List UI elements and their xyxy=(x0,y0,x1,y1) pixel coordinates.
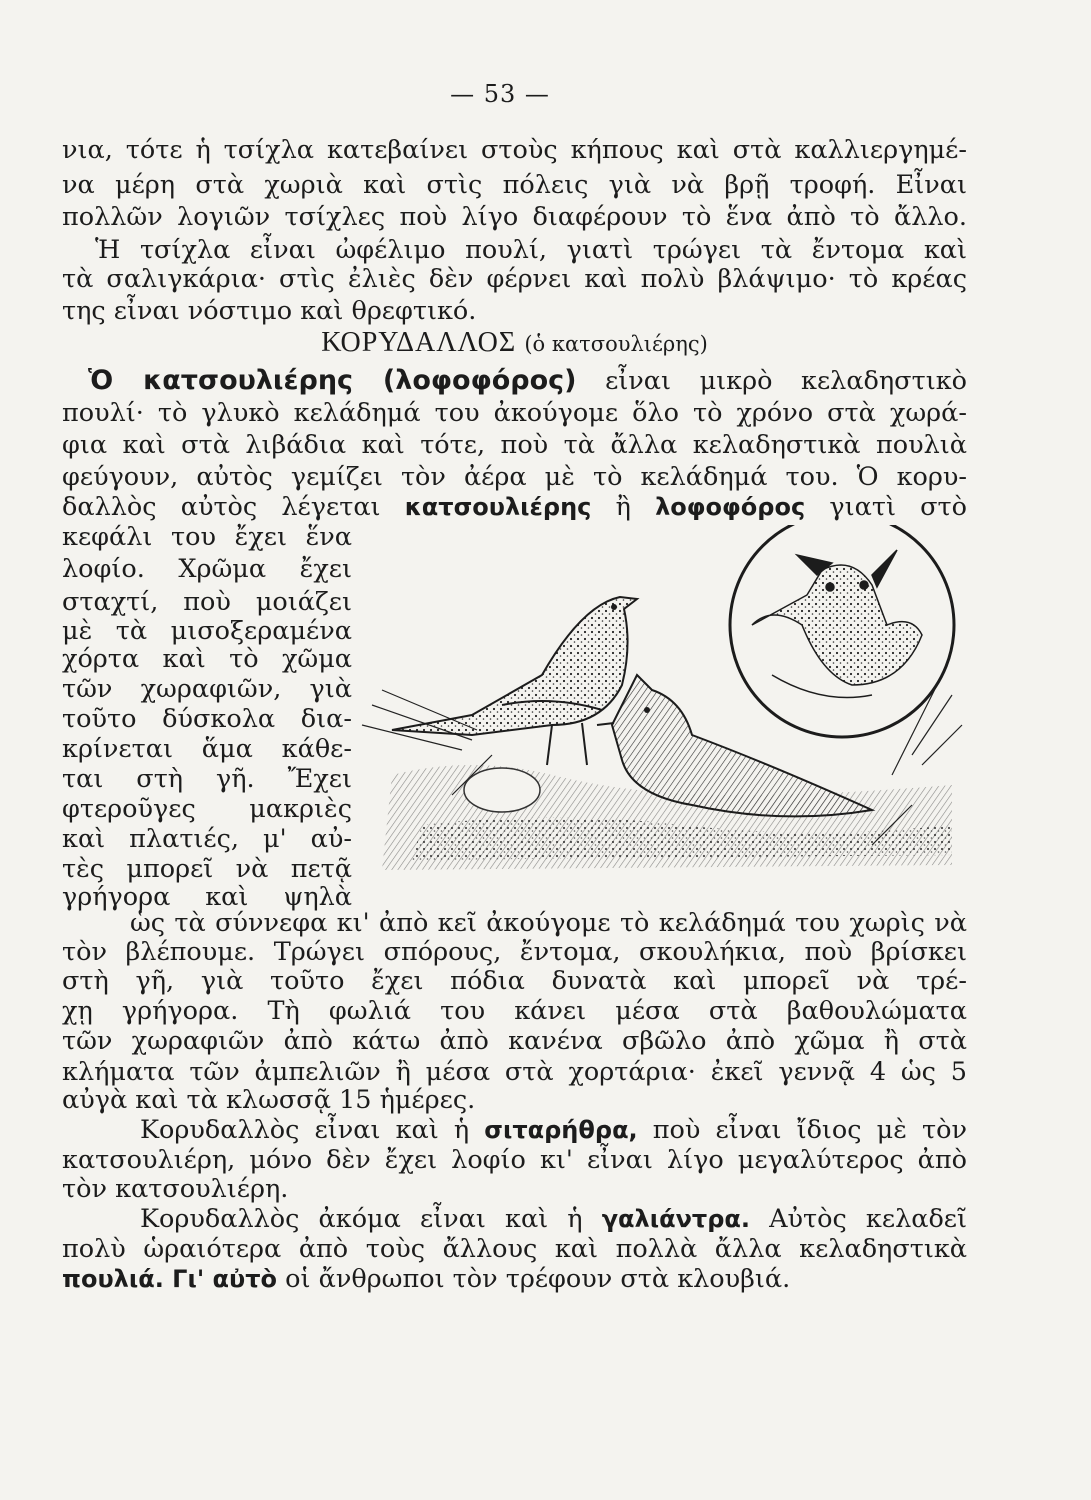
text-span: ἢ xyxy=(615,492,631,522)
text-line xyxy=(140,1113,967,1147)
text-line xyxy=(88,364,967,398)
heading-subtitle: (ὁ κατσουλιέρης) xyxy=(524,332,708,356)
text-line: πουλί· τὸ γλυκὸ κελάδημά του ἀκούγομε ὅλο τὸ χρόνο στὰ χωρά- xyxy=(62,398,967,428)
text-line: φια καὶ στὰ λιβάδια καὶ τότε, ποὺ τὰ ἄλλα κελαδηστικὰ πουλιὰ xyxy=(62,430,967,460)
text-line: κατσουλιέρη, μόνο δὲν ἔχει λοφίο κι' εἶναι λίγο μεγαλύτερος ἀπὸ xyxy=(62,1145,967,1175)
text-line xyxy=(62,1262,967,1296)
text-line: καὶ πλατιές, μ' αὐ- xyxy=(62,824,352,854)
bold-term: λοφοφόρος xyxy=(655,493,806,521)
text-line: φεύγουν, αὐτὸς γεμίζει τὸν ἀέρα μὲ τὸ κελάδημά του. Ὁ κορυ- xyxy=(62,462,967,492)
text-line: φτεροῦγες μακριὲς xyxy=(62,794,352,824)
text-line: να μέρη στὰ χωριὰ καὶ στὶς πόλεις γιὰ νὰ βρῇ τροφή. Εἶναι xyxy=(62,170,967,200)
text-span: ποὺ εἶναι ἴδιος μὲ τὸν xyxy=(652,1115,968,1145)
text-span: Κορυδαλλὸς εἶναι καὶ ἡ xyxy=(140,1115,470,1145)
text-line: τὸν κατσουλιέρη. xyxy=(62,1174,289,1204)
bold-term: γαλιάντρα. xyxy=(601,1205,751,1233)
text-span: δαλλὸς αὐτὸς λέγεται xyxy=(62,492,381,522)
text-span: Αὐτὸς κελαδεῖ xyxy=(769,1204,968,1234)
text-span: οἱ ἄνθρωποι τὸν τρέφουν στὰ κλουβιά. xyxy=(285,1264,791,1294)
text-line: λοφίο. Χρῶμα ἔχει xyxy=(62,554,352,584)
text-line xyxy=(140,1202,967,1236)
bold-term: πουλιά. Γι' αὐτὸ xyxy=(62,1265,278,1293)
heading-title: ΚΟΡΥΔΑΛΛΟΣ xyxy=(321,327,517,358)
text-line xyxy=(62,490,967,524)
text-line: πολὺ ὡραιότερα ἀπὸ τοὺς ἄλλους καὶ πολλὰ ἄλλα κελαδηστικὰ xyxy=(62,1234,967,1264)
crested-lark-illustration-icon xyxy=(352,525,977,895)
text-line: ὡς τὰ σύννεφα κι' ἀπὸ κεῖ ἀκούγομε τὸ κελάδημά του χωρὶς νὰ xyxy=(130,908,967,938)
text-line: χόρτα καὶ τὸ χῶμα xyxy=(62,644,352,674)
text-line: χῃ γρήγορα. Τὴ φωλιά του κάνει μέσα στὰ βαθουλώματα xyxy=(62,996,967,1026)
text-line: γρήγορα καὶ ψηλὰ xyxy=(62,882,352,912)
text-line: τοῦτο δύσκολα δια- xyxy=(62,704,352,734)
text-line: τὲς μπορεῖ νὰ πετᾷ xyxy=(62,854,352,884)
text-line: μὲ τὰ μισοξεραμένα xyxy=(62,616,352,646)
text-line: τῶν χωραφιῶν, γιὰ xyxy=(62,674,352,704)
section-heading xyxy=(62,326,967,361)
bold-term: σιταρήθρα, xyxy=(484,1116,638,1144)
text-span: Κορυδαλλὸς ἀκόμα εἶναι καὶ ἡ xyxy=(140,1204,583,1234)
text-line: τὰ σαλιγκάρια· στὶς ἐλιὲς δὲν φέρνει καὶ πολὺ βλάψιμο· τὸ κρέας xyxy=(62,264,967,294)
text-span: γιατὶ στὸ xyxy=(829,492,968,522)
page-number: — 53 — xyxy=(450,80,550,108)
text-line: ται στὴ γῆ. Ἔχει xyxy=(62,764,352,794)
text-line: αὐγὰ καὶ τὰ κλωσσᾷ 15 ἡμέρες. xyxy=(62,1085,476,1115)
text-line: τὸν βλέπουμε. Τρώγει σπόρους, ἔντομα, σκουλήκια, ποὺ βρίσκει xyxy=(62,937,967,967)
text-line: της εἶναι νόστιμο καὶ θρεφτικό. xyxy=(62,296,477,326)
bold-term: Ὁ κατσουλιέρης (λοφοφόρος) xyxy=(88,365,577,396)
text-line: πολλῶν λογιῶν τσίχλες ποὺ λίγο διαφέρουν τὸ ἕνα ἀπὸ τὸ ἄλλο. xyxy=(62,202,967,232)
text-line: τῶν χωραφιῶν ἀπὸ κάτω ἀπὸ κανένα σβῶλο ἀπὸ χῶμα ἢ στὰ xyxy=(62,1026,967,1056)
text-line: κρίνεται ἅμα κάθε- xyxy=(62,734,352,764)
text-line: σταχτί, ποὺ μοιάζει xyxy=(62,587,352,617)
text-line: κεφάλι του ἔχει ἕνα xyxy=(62,522,352,552)
text-line: Ἡ τσίχλα εἶναι ὠφέλιμο πουλί, γιατὶ τρώγει τὰ ἔντομα καὶ xyxy=(95,235,967,265)
text-line: νια, τότε ἡ τσίχλα κατεβαίνει στοὺς κήπους καὶ στὰ καλλιεργημέ- xyxy=(62,135,967,165)
text-span: εἶναι μικρὸ κελαδηστικὸ xyxy=(605,366,967,396)
text-line: στὴ γῆ, γιὰ τοῦτο ἔχει πόδια δυνατὰ καὶ μπορεῖ νὰ τρέ- xyxy=(62,966,967,996)
text-line: κλήματα τῶν ἀμπελιῶν ἢ μέσα στὰ χορτάρια· ἐκεῖ γεννᾷ 4 ὡς 5 xyxy=(62,1057,967,1087)
bold-term: κατσουλιέρης xyxy=(404,493,592,521)
